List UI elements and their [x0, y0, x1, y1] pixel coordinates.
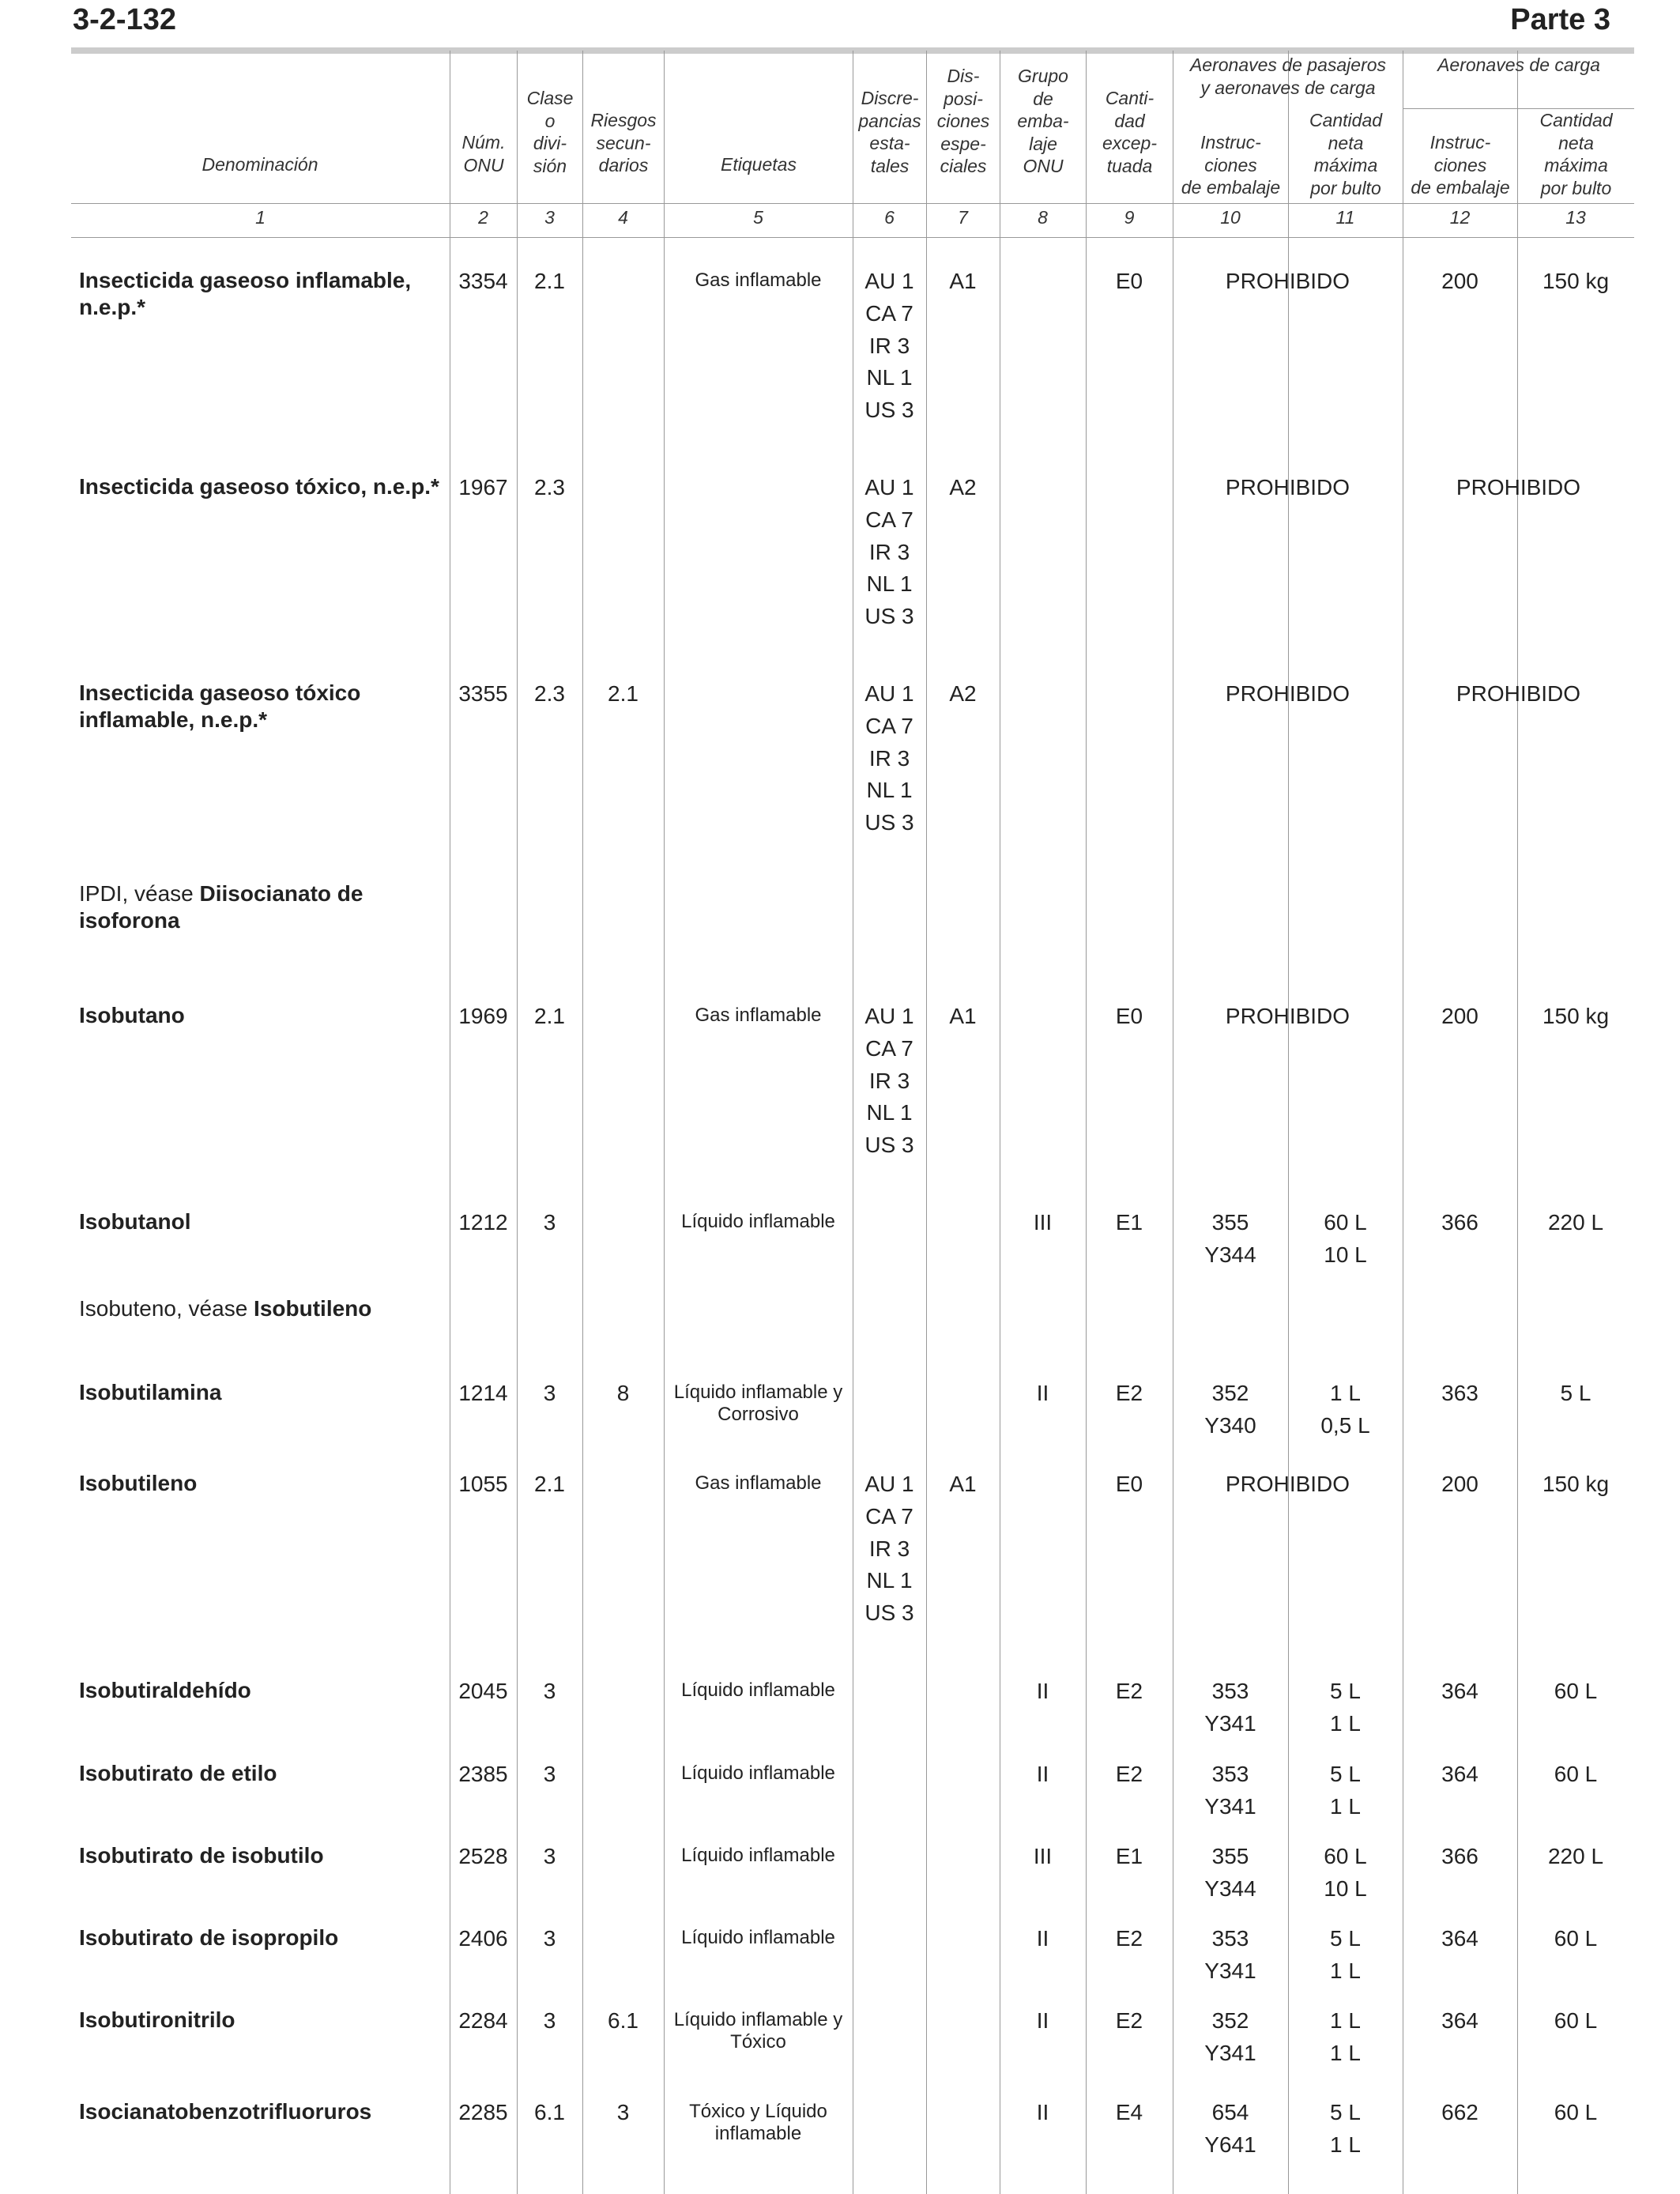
substance-name-bold: Isobutirato de isobutilo: [79, 1843, 324, 1868]
substance-name: [79, 2098, 443, 2125]
pax-max-quantity: 60 L 10 L: [1324, 1210, 1367, 1267]
column-header-cantidad-pax: Cantidad neta máxima por bulto: [1309, 110, 1383, 198]
packing-group: II: [1036, 1679, 1049, 1703]
substance-name: [79, 1295, 443, 1322]
substance-name: [79, 267, 443, 321]
excepted-quantity: E0: [1115, 1472, 1143, 1496]
class-division: 2.1: [534, 1472, 565, 1496]
class-division: 3: [543, 2008, 556, 2033]
column-header-cantidad-exceptuada: Canti- dad excep- tuada: [1102, 88, 1158, 176]
excepted-quantity: E1: [1115, 1210, 1143, 1235]
un-number: 3354: [458, 269, 508, 293]
column-header-cantidad-cao: Cantidad neta máxima por bulto: [1539, 110, 1613, 198]
class-division: 2.1: [534, 1004, 565, 1028]
packing-group: II: [1036, 1762, 1049, 1786]
special-provisions: A1: [949, 1472, 977, 1496]
label-text: Líquido inflamable: [681, 1679, 835, 1701]
column-number: 13: [1565, 207, 1586, 228]
column-header-num-onu: Núm. ONU: [461, 132, 506, 175]
class-division: 3: [543, 1762, 556, 1786]
pax-max-quantity: 5 L 1 L: [1330, 1679, 1361, 1736]
cao-packing-instruction: 363: [1441, 1381, 1478, 1405]
un-number: 1212: [458, 1210, 508, 1235]
substance-name-bold: Isobutileno: [254, 1296, 372, 1321]
substance-name: [79, 1470, 443, 1497]
column-header-disposiciones: Dis- posi- ciones espe- ciales: [936, 66, 990, 176]
excepted-quantity: E2: [1115, 1926, 1143, 1951]
excepted-quantity: E0: [1115, 1004, 1143, 1028]
column-number: 5: [753, 207, 763, 228]
label-text: Líquido inflamable: [681, 1845, 835, 1866]
substance-name-bold: Isocianatobenzotrifluoruros: [79, 2099, 372, 2124]
column-number: 6: [884, 207, 895, 228]
class-division: 3: [543, 1679, 556, 1703]
excepted-quantity: E2: [1115, 1381, 1143, 1405]
label-text: Líquido inflamable y Corrosivo: [673, 1382, 843, 1425]
label-text: Líquido inflamable y Tóxico: [673, 2009, 843, 2053]
label-text: Tóxico y Líquido inflamable: [689, 2101, 827, 2144]
cao-packing-instruction: 200: [1441, 1472, 1478, 1496]
pax-packing-instruction: 654 Y641: [1204, 2100, 1256, 2157]
cao-max-quantity: 60 L: [1554, 2008, 1598, 2033]
un-number: 2406: [458, 1926, 508, 1951]
column-header-clase: Clase o divi- sión: [526, 88, 574, 176]
column-header-riesgos: Riesgos secun- darios: [590, 110, 657, 175]
state-variations: AU 1 CA 7 IR 3 NL 1 US 3: [864, 1472, 914, 1626]
label-text: Gas inflamable: [695, 1472, 822, 1494]
pax-packing-instruction: 355 Y344: [1204, 1844, 1256, 1901]
column-number: 11: [1335, 207, 1355, 228]
pax-packing-instruction: 353 Y341: [1204, 1762, 1256, 1819]
special-provisions: A1: [949, 269, 977, 293]
packing-group: II: [1036, 1926, 1049, 1951]
substance-name: [79, 1379, 443, 1406]
pax-prohibited: PROHIBIDO: [1225, 269, 1350, 293]
state-variations: AU 1 CA 7 IR 3 NL 1 US 3: [864, 681, 914, 835]
packing-group: III: [1033, 1844, 1053, 1868]
packing-group: III: [1033, 1210, 1053, 1235]
cao-max-quantity: 5 L: [1560, 1381, 1591, 1405]
column-divider: [582, 51, 583, 2194]
column-number: 8: [1038, 207, 1048, 228]
see-reference-prefix: IPDI, véase: [79, 881, 200, 906]
cao-max-quantity: 60 L: [1554, 1926, 1598, 1951]
substance-name-bold: Diisocianato de isoforona: [79, 881, 363, 933]
class-division: 3: [543, 1844, 556, 1868]
pax-packing-instruction: 353 Y341: [1204, 1679, 1256, 1736]
un-number: 1214: [458, 1381, 508, 1405]
cao-packing-instruction: 364: [1441, 1762, 1478, 1786]
label-text: Gas inflamable: [695, 270, 822, 291]
class-division: 6.1: [534, 2100, 565, 2124]
pax-max-quantity: 60 L 10 L: [1324, 1844, 1367, 1901]
special-provisions: A1: [949, 1004, 977, 1028]
pax-packing-instruction: 352 Y341: [1204, 2008, 1256, 2065]
pax-packing-instruction: 352 Y340: [1204, 1381, 1256, 1438]
column-header-etiquetas: Etiquetas: [721, 154, 797, 175]
un-number: 3355: [458, 681, 508, 706]
pax-prohibited: PROHIBIDO: [1225, 681, 1350, 706]
cao-packing-instruction: 364: [1441, 2008, 1478, 2033]
pax-max-quantity: 5 L 1 L: [1330, 1762, 1361, 1819]
packing-group: II: [1036, 2100, 1049, 2124]
substance-name-bold: Isobutirato de etilo: [79, 1761, 277, 1785]
column-header-denominacion: Denominación: [202, 154, 318, 175]
column-number: 1: [255, 207, 266, 228]
part-title: Parte 3: [1510, 3, 1610, 36]
substance-name: [79, 1842, 443, 1869]
state-variations: AU 1 CA 7 IR 3 NL 1 US 3: [864, 475, 914, 629]
number-row-rule: [71, 237, 1634, 238]
special-provisions: A2: [949, 475, 977, 499]
substance-name-bold: Isobutilamina: [79, 1380, 222, 1404]
see-reference-prefix: Isobuteno, véase: [79, 1296, 254, 1321]
class-division: 2.1: [534, 269, 565, 293]
excepted-quantity: E4: [1115, 2100, 1143, 2124]
cao-packing-instruction: 200: [1441, 1004, 1478, 1028]
cao-max-quantity: 150 kg: [1542, 269, 1610, 293]
substance-name-bold: Isobutiraldehído: [79, 1678, 251, 1702]
column-divider: [926, 51, 927, 2194]
un-number: 2284: [458, 2008, 508, 2033]
pax-max-quantity: 5 L 1 L: [1330, 2100, 1361, 2157]
substance-name-bold: Isobutironitrilo: [79, 2007, 235, 2032]
state-variations: AU 1 CA 7 IR 3 NL 1 US 3: [864, 1004, 914, 1158]
special-provisions: A2: [949, 681, 977, 706]
substance-name: [79, 473, 443, 500]
class-division: 3: [543, 1926, 556, 1951]
cao-packing-instruction: 662: [1441, 2100, 1478, 2124]
class-division: 2.3: [534, 681, 565, 706]
un-number: 1969: [458, 1004, 508, 1028]
cao-packing-instruction: 364: [1441, 1926, 1478, 1951]
label-text: Líquido inflamable: [681, 1762, 835, 1784]
cao-prohibited: PROHIBIDO: [1456, 681, 1581, 706]
cao-prohibited: PROHIBIDO: [1456, 475, 1581, 499]
page-number: 3-2-132: [73, 3, 176, 36]
cao-packing-instruction: 366: [1441, 1844, 1478, 1868]
cao-packing-instruction: 364: [1441, 1679, 1478, 1703]
column-header-instrucciones-pax: Instruc- ciones de embalaje: [1181, 132, 1281, 198]
substance-name-bold: Isobutileno: [79, 1471, 198, 1495]
column-group-carga: Aeronaves de carga: [1437, 55, 1600, 75]
column-number: 7: [958, 207, 968, 228]
column-group-pasajeros: Aeronaves de pasajeros y aeronaves de carga: [1189, 55, 1387, 98]
cao-max-quantity: 60 L: [1554, 2100, 1598, 2124]
column-number: 12: [1449, 207, 1471, 228]
excepted-quantity: E2: [1115, 2008, 1143, 2033]
state-variations: AU 1 CA 7 IR 3 NL 1 US 3: [864, 269, 914, 423]
un-number: 1967: [458, 475, 508, 499]
substance-name: [79, 1002, 443, 1029]
secondary-risk: 2.1: [608, 681, 638, 706]
pax-max-quantity: 5 L 1 L: [1330, 1926, 1361, 1983]
column-number: 3: [544, 207, 555, 228]
substance-name: [79, 680, 443, 733]
label-text: Líquido inflamable: [681, 1927, 835, 1948]
substance-name: [79, 880, 443, 934]
substance-name-bold: Isobutanol: [79, 1209, 191, 1234]
secondary-risk: 3: [616, 2100, 630, 2124]
substance-name-bold: Insecticida gaseoso tóxico, n.e.p.*: [79, 474, 439, 499]
substance-name: [79, 1208, 443, 1235]
substance-name-bold: Insecticida gaseoso inflamable, n.e.p.*: [79, 268, 412, 319]
column-number: 9: [1124, 207, 1135, 228]
label-text: Gas inflamable: [695, 1005, 822, 1026]
packing-group: II: [1036, 2008, 1049, 2033]
substance-name-bold: Isobutirato de isopropilo: [79, 1925, 339, 1950]
pax-prohibited: PROHIBIDO: [1225, 475, 1350, 499]
column-header-grupo: Grupo de emba- laje ONU: [1017, 66, 1069, 176]
un-number: 1055: [458, 1472, 508, 1496]
column-divider: [664, 51, 665, 2194]
substance-name: [79, 1677, 443, 1704]
substance-name: [79, 1924, 443, 1951]
class-division: 3: [543, 1381, 556, 1405]
excepted-quantity: E0: [1115, 269, 1143, 293]
excepted-quantity: E2: [1115, 1679, 1143, 1703]
substance-name-bold: Isobutano: [79, 1003, 185, 1027]
column-number: 2: [478, 207, 488, 228]
column-header-instrucciones-cao: Instruc- ciones de embalaje: [1411, 132, 1510, 198]
un-number: 2385: [458, 1762, 508, 1786]
column-number: 4: [618, 207, 628, 228]
header-bottom-rule: [71, 203, 1634, 204]
pax-packing-instruction: 353 Y341: [1204, 1926, 1256, 1983]
column-header-discrepancias: Discre- pancias esta- tales: [858, 88, 921, 176]
cao-max-quantity: 60 L: [1554, 1762, 1598, 1786]
secondary-risk: 6.1: [608, 2008, 638, 2033]
cao-packing-instruction: 366: [1441, 1210, 1478, 1235]
cao-max-quantity: 150 kg: [1542, 1004, 1610, 1028]
excepted-quantity: E1: [1115, 1844, 1143, 1868]
column-number: 10: [1220, 207, 1241, 228]
class-division: 2.3: [534, 475, 565, 499]
cao-max-quantity: 220 L: [1547, 1844, 1604, 1868]
cao-packing-instruction: 200: [1441, 269, 1478, 293]
un-number: 2528: [458, 1844, 508, 1868]
pax-prohibited: PROHIBIDO: [1225, 1004, 1350, 1028]
un-number: 2285: [458, 2100, 508, 2124]
pax-max-quantity: 1 L 1 L: [1330, 2008, 1361, 2065]
label-text: Líquido inflamable: [681, 1211, 835, 1232]
class-division: 3: [543, 1210, 556, 1235]
cao-max-quantity: 220 L: [1547, 1210, 1604, 1235]
cao-max-quantity: 150 kg: [1542, 1472, 1610, 1496]
excepted-quantity: E2: [1115, 1762, 1143, 1786]
pax-max-quantity: 1 L 0,5 L: [1320, 1381, 1370, 1438]
un-number: 2045: [458, 1679, 508, 1703]
packing-group: II: [1036, 1381, 1049, 1405]
pax-packing-instruction: 355 Y344: [1204, 1210, 1256, 1267]
substance-name: [79, 1760, 443, 1787]
substance-name: [79, 2007, 443, 2034]
cao-max-quantity: 60 L: [1554, 1679, 1598, 1703]
pax-prohibited: PROHIBIDO: [1225, 1472, 1350, 1496]
substance-name-bold: Insecticida gaseoso tóxico inflamable, n.e.p.*: [79, 680, 361, 732]
secondary-risk: 8: [616, 1381, 630, 1405]
